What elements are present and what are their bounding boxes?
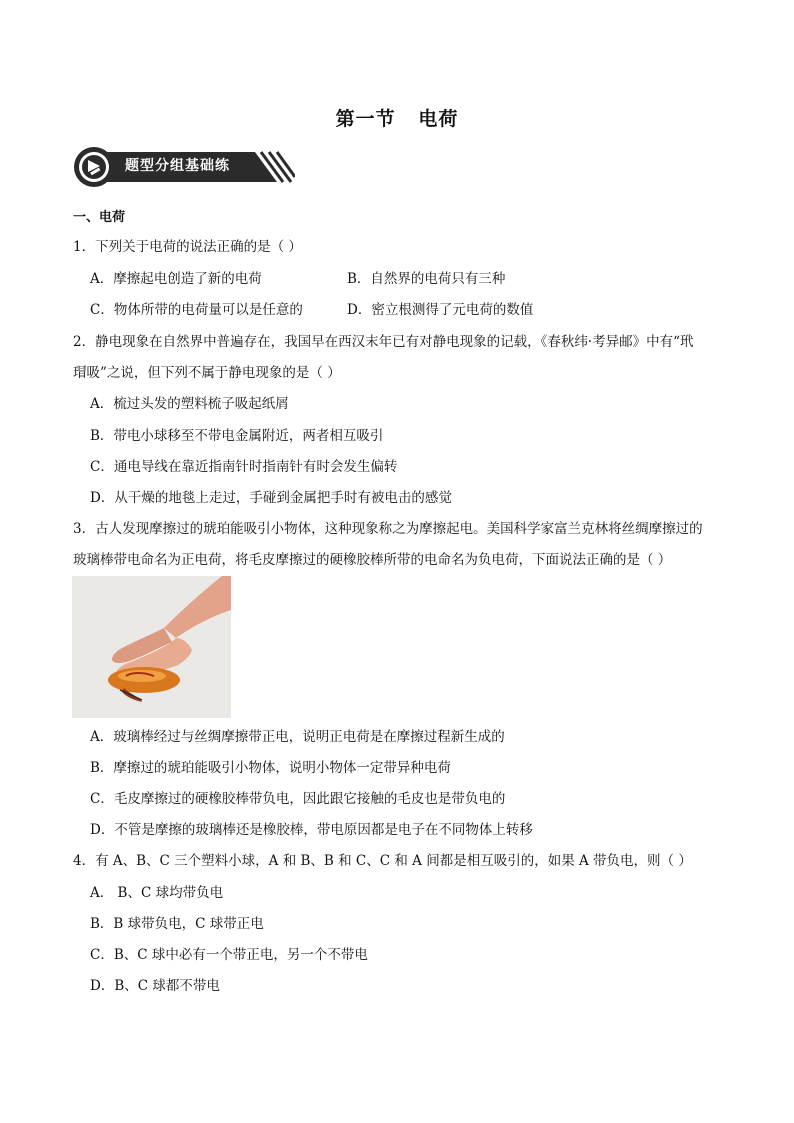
question-4-option-c: C．B、C 球中必有一个带正电，另一个不带电 [90, 947, 368, 963]
amber-photo [72, 576, 231, 718]
question-4-option-d: D．B、C 球都不带电 [90, 978, 220, 994]
question-2-option-c: C．通电导线在靠近指南针时指南针有时会发生偏转 [90, 459, 398, 475]
question-3-stem-line-1: 3．古人发现摩擦过的琥珀能吸引小物体，这种现象称之为摩擦起电。美国科学家富兰克林将丝绸摩擦过的 [73, 521, 703, 537]
question-2-option-d: D．从干燥的地毯上走过，手碰到金属把手时有被电击的感觉 [90, 490, 452, 506]
question-3-option-a: A．玻璃棒经过与丝绸摩擦带正电，说明正电荷是在摩擦过程新生成的 [90, 729, 505, 745]
question-2-stem-line-2: 瑁吸”之说，但下列不属于静电现象的是（ ） [73, 365, 341, 381]
question-4-option-a: A． B、C 球均带负电 [90, 885, 224, 901]
question-3-option-b: B．摩擦过的琥珀能吸引小物体，说明小物体一定带异种电荷 [90, 760, 451, 776]
banner-label: 题型分组基础练 [125, 158, 230, 174]
question-1-option-b: B．自然界的电荷只有三种 [347, 271, 506, 287]
question-2-option-a: A．梳过头发的塑料梳子吸起纸屑 [90, 396, 289, 412]
question-1-option-d: D．密立根测得了元电荷的数值 [347, 302, 534, 318]
question-4-stem: 4．有 A、B、C 三个塑料小球，A 和 B、B 和 C、C 和 A 间都是相互吸引的，如果 A 带负电，则（ ） [73, 853, 692, 869]
question-1-option-a: A．摩擦起电创造了新的电荷 [90, 271, 262, 287]
question-4-option-b: B．B 球带负电，C 球带正电 [90, 916, 264, 932]
page-title: 第一节 电荷 [335, 108, 459, 130]
section-banner [73, 146, 295, 188]
question-3-option-c: C．毛皮摩擦过的硬橡胶棒带负电，因此跟它接触的毛皮也是带负电的 [90, 791, 506, 807]
question-3-option-d: D．不管是摩擦的玻璃棒还是橡胶棒，带电原因都是电子在不同物体上转移 [90, 822, 533, 838]
question-3-stem-line-2: 玻璃棒带电命名为正电荷，将毛皮摩擦过的硬橡胶棒所带的电命名为负电荷，下面说法正确的是（ ） [73, 552, 672, 568]
hand-holding-amber-image [72, 576, 231, 718]
section-heading: 一、电荷 [73, 210, 126, 225]
question-2-option-b: B．带电小球移至不带电金属附近，两者相互吸引 [90, 428, 384, 444]
question-1-option-c: C．物体所带的电荷量可以是任意的 [90, 302, 303, 318]
question-2-stem-line-1: 2．静电现象在自然界中普遍存在，我国早在西汉末年已有对静电现象的记载，《春秋纬·考异邮》中有“玳 [73, 334, 694, 350]
question-1-stem: 1．下列关于电荷的说法正确的是（ ） [73, 239, 302, 255]
